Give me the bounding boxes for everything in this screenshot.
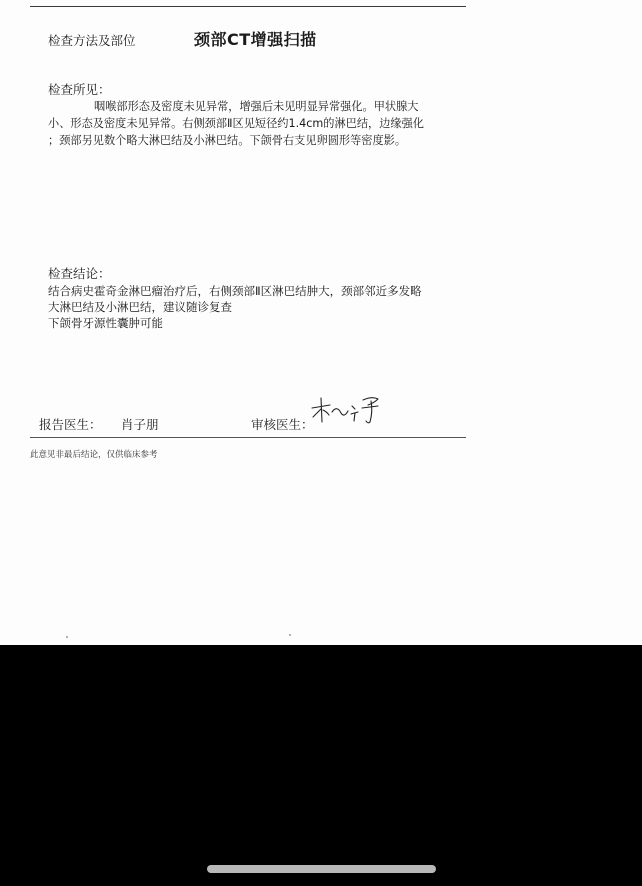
bottom-divider bbox=[30, 437, 466, 438]
reporting-doctor-label: 报告医生： bbox=[39, 417, 102, 432]
reviewer-signature-icon bbox=[308, 392, 384, 428]
findings-line: 小、形态及密度未见异常。右侧颈部Ⅱ区见短径约1.4cm的淋巴结，边缘强化 bbox=[48, 117, 424, 130]
findings-line: 咽喉部形态及密度未见异常，增强后未见明显异常强化。甲状腺大 bbox=[94, 100, 419, 113]
top-divider bbox=[30, 6, 466, 7]
findings-label: 检查所见： bbox=[48, 82, 111, 97]
conclusion-line: 大淋巴结及小淋巴结，建议随诊复查 bbox=[48, 300, 232, 314]
conclusion-line: 下颌骨牙源性囊肿可能 bbox=[48, 316, 163, 330]
exam-method-label: 检查方法及部位 bbox=[48, 33, 136, 48]
conclusion-line: 结合病史霍奇金淋巴瘤治疗后，右侧颈部Ⅱ区淋巴结肿大，颈部邻近多发略 bbox=[48, 284, 422, 298]
findings-text bbox=[48, 98, 468, 149]
conclusion-text bbox=[48, 283, 468, 331]
reviewing-doctor-label: 审核医生： bbox=[251, 417, 314, 432]
reporting-doctor-name: 肖子朋 bbox=[121, 417, 159, 432]
disclaimer-note: 此意见非最后结论，仅供临床参考 bbox=[30, 450, 158, 460]
findings-line: ；颈部另见数个略大淋巴结及小淋巴结。下颌骨右支见卵圆形等密度影。 bbox=[48, 134, 407, 147]
home-indicator-bar[interactable] bbox=[207, 865, 436, 873]
exam-method-value: 颈部CT增强扫描 bbox=[194, 30, 317, 49]
conclusion-label: 检查结论： bbox=[48, 266, 111, 281]
